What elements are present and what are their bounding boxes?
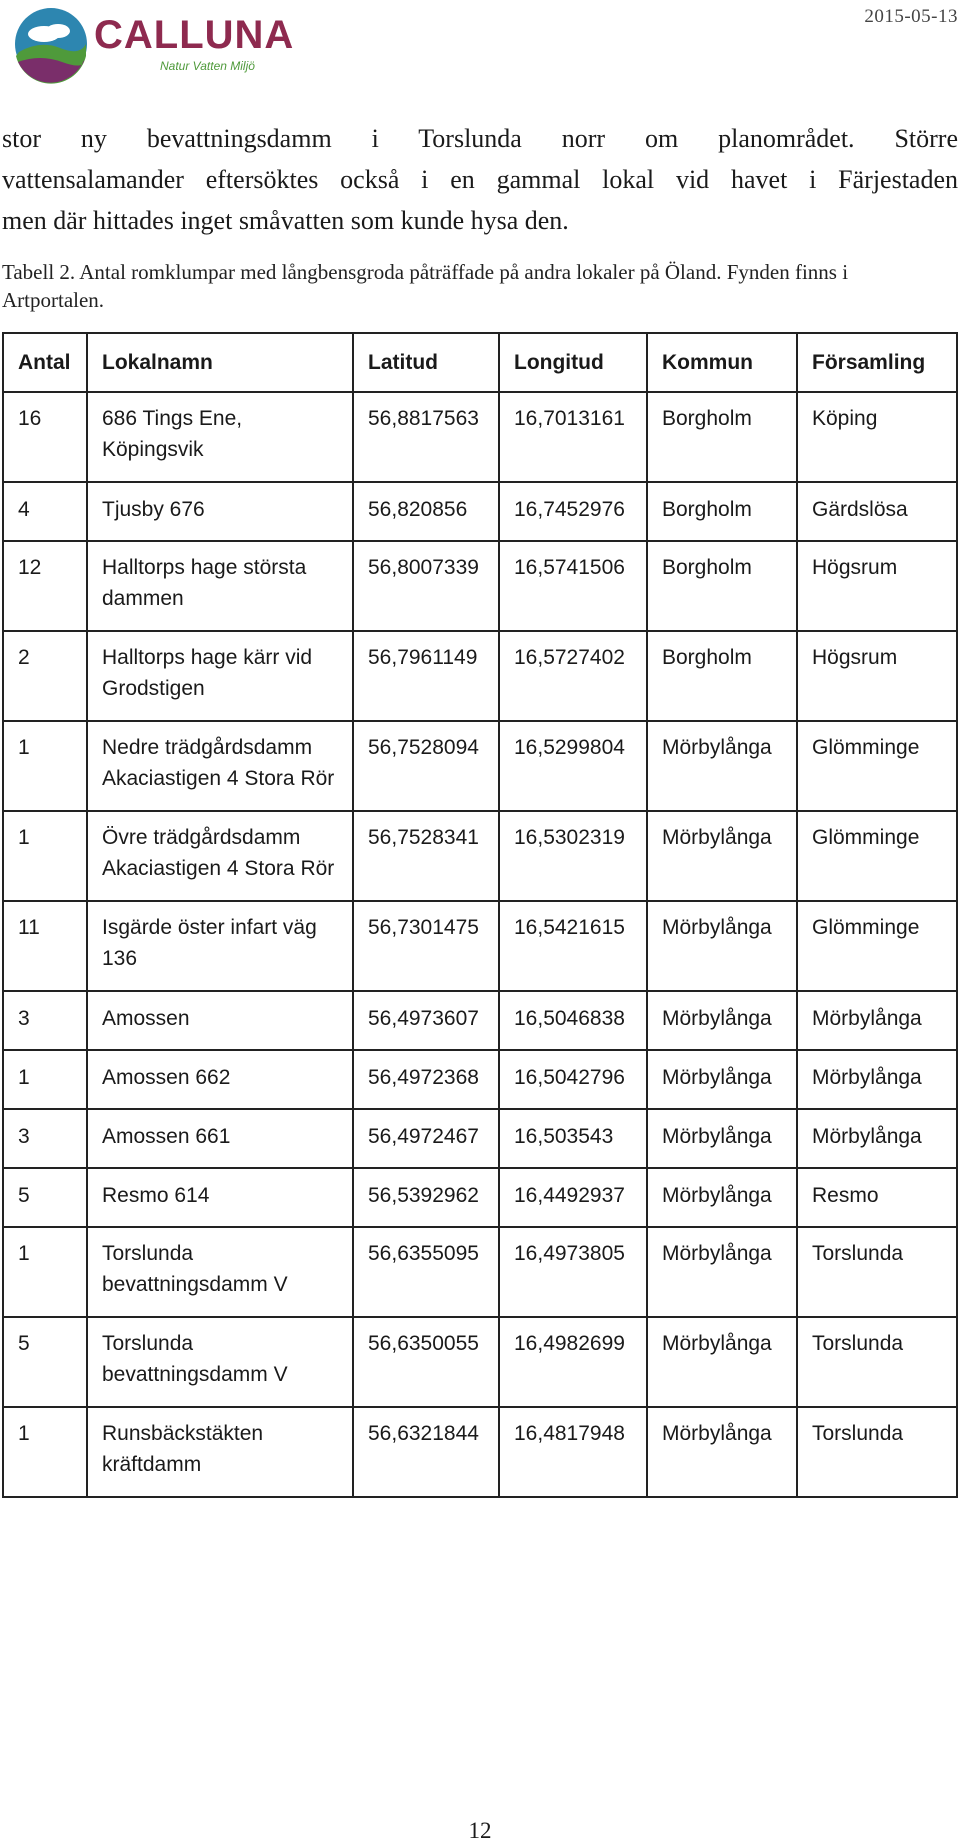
cell-lokalnamn: Runsbäckstäkten kräftdamm (87, 1407, 353, 1497)
table-row (3, 1050, 957, 1109)
cell-longitud: 16,4982699 (499, 1317, 647, 1407)
cell-latitud: 56,820856 (353, 482, 499, 541)
cell-antal: 4 (3, 482, 87, 541)
cell-latitud: 56,8817563 (353, 392, 499, 482)
cell-antal: 12 (3, 541, 87, 631)
cell-kommun: Mörbylånga (647, 1407, 797, 1497)
header-lokalnamn: Lokalnamn (87, 333, 353, 392)
cell-longitud: 16,4817948 (499, 1407, 647, 1497)
header-latitud: Latitud (353, 333, 499, 392)
cell-lokalnamn: Resmo 614 (87, 1168, 353, 1227)
table-row (3, 721, 957, 811)
cell-antal: 11 (3, 901, 87, 991)
intro-line: men där hittades inget småvatten som kunde hysa den. (2, 206, 569, 235)
cell-forsamling: Torslunda (797, 1407, 957, 1497)
header-longitud: Longitud (499, 333, 647, 392)
intro-line: stor ny bevattningsdamm i Torslunda norr om planområdet. Större (2, 124, 958, 153)
cell-forsamling: Torslunda (797, 1317, 957, 1407)
cell-antal: 3 (3, 1109, 87, 1168)
cell-lokalnamn: Torslunda bevattningsdamm V (87, 1227, 353, 1317)
cell-latitud: 56,6321844 (353, 1407, 499, 1497)
cell-kommun: Borgholm (647, 392, 797, 482)
cell-latitud: 56,7301475 (353, 901, 499, 991)
logo-tagline: Natur Vatten Miljö (160, 59, 255, 73)
cell-longitud: 16,5741506 (499, 541, 647, 631)
cell-latitud: 56,7961149 (353, 631, 499, 721)
cell-lokalnamn: Tjusby 676 (87, 482, 353, 541)
logo-emblem-icon (15, 8, 87, 84)
cell-lokalnamn: Amossen 661 (87, 1109, 353, 1168)
cell-kommun: Mörbylånga (647, 991, 797, 1050)
cell-antal: 1 (3, 721, 87, 811)
cell-latitud: 56,4972467 (353, 1109, 499, 1168)
cell-kommun: Borgholm (647, 541, 797, 631)
cell-antal: 1 (3, 811, 87, 901)
cell-latitud: 56,6355095 (353, 1227, 499, 1317)
table-row (3, 392, 957, 482)
cell-forsamling: Glömminge (797, 721, 957, 811)
intro-paragraph (2, 118, 958, 241)
cell-forsamling: Mörbylånga (797, 991, 957, 1050)
cell-lokalnamn: Halltorps hage största dammen (87, 541, 353, 631)
cell-kommun: Mörbylånga (647, 721, 797, 811)
cell-lokalnamn: Nedre trädgårdsdamm Akaciastigen 4 Stora Rör (87, 721, 353, 811)
cell-longitud: 16,7013161 (499, 392, 647, 482)
page-number: 12 (468, 1818, 492, 1843)
cell-forsamling: Glömminge (797, 901, 957, 991)
calluna-logo (10, 4, 310, 84)
cell-longitud: 16,503543 (499, 1109, 647, 1168)
cell-forsamling: Mörbylånga (797, 1050, 957, 1109)
cell-antal: 5 (3, 1317, 87, 1407)
cell-longitud: 16,4492937 (499, 1168, 647, 1227)
cell-lokalnamn: 686 Tings Ene, Köpingsvik (87, 392, 353, 482)
cell-antal: 5 (3, 1168, 87, 1227)
table-row (3, 901, 957, 991)
intro-line: vattensalamander eftersöktes också i en gammal lokal vid havet i Färjestaden (2, 165, 958, 194)
observations-table (2, 332, 958, 1498)
cell-kommun: Mörbylånga (647, 1317, 797, 1407)
table-row (3, 482, 957, 541)
cell-kommun: Borgholm (647, 482, 797, 541)
cell-antal: 1 (3, 1227, 87, 1317)
cell-longitud: 16,7452976 (499, 482, 647, 541)
cell-latitud: 56,7528094 (353, 721, 499, 811)
cell-latitud: 56,8007339 (353, 541, 499, 631)
cell-latitud: 56,5392962 (353, 1168, 499, 1227)
cell-lokalnamn: Amossen 662 (87, 1050, 353, 1109)
header-antal: Antal (3, 333, 87, 392)
cell-longitud: 16,5302319 (499, 811, 647, 901)
cell-forsamling: Högsrum (797, 631, 957, 721)
cell-antal: 2 (3, 631, 87, 721)
cell-kommun: Mörbylånga (647, 901, 797, 991)
cell-longitud: 16,5046838 (499, 991, 647, 1050)
cell-lokalnamn: Övre trädgårdsdamm Akaciastigen 4 Stora Rör (87, 811, 353, 901)
table-header-row (3, 333, 957, 392)
cell-latitud: 56,7528341 (353, 811, 499, 901)
cell-forsamling: Glömminge (797, 811, 957, 901)
document-date: 2015-05-13 (864, 6, 958, 27)
cell-forsamling: Mörbylånga (797, 1109, 957, 1168)
cell-longitud: 16,4973805 (499, 1227, 647, 1317)
cell-forsamling: Högsrum (797, 541, 957, 631)
cell-forsamling: Köping (797, 392, 957, 482)
cell-lokalnamn: Torslunda bevattningsdamm V (87, 1317, 353, 1407)
cell-forsamling: Gärdslösa (797, 482, 957, 541)
cell-kommun: Mörbylånga (647, 1050, 797, 1109)
table-row (3, 541, 957, 631)
cell-kommun: Mörbylånga (647, 1168, 797, 1227)
cell-kommun: Mörbylånga (647, 1227, 797, 1317)
cell-longitud: 16,5042796 (499, 1050, 647, 1109)
cell-latitud: 56,4973607 (353, 991, 499, 1050)
table-caption: Tabell 2. Antal romklumpar med långbensgroda påträffade på andra lokaler på Öland. Fynden finns i Artportalen. (2, 260, 849, 312)
cell-lokalnamn: Amossen (87, 991, 353, 1050)
table-row (3, 1407, 957, 1497)
cell-longitud: 16,5727402 (499, 631, 647, 721)
cell-lokalnamn: Halltorps hage kärr vid Grodstigen (87, 631, 353, 721)
header-forsamling: Församling (797, 333, 957, 392)
table-row (3, 1168, 957, 1227)
table-row (3, 991, 957, 1050)
logo-brand: CALLUNA (94, 13, 295, 57)
cell-longitud: 16,5299804 (499, 721, 647, 811)
cell-antal: 16 (3, 392, 87, 482)
table-row (3, 811, 957, 901)
table-row (3, 1227, 957, 1317)
cell-latitud: 56,6350055 (353, 1317, 499, 1407)
table-row (3, 631, 957, 721)
cell-forsamling: Torslunda (797, 1227, 957, 1317)
cell-lokalnamn: Isgärde öster infart väg 136 (87, 901, 353, 991)
table-row (3, 1109, 957, 1168)
cell-antal: 1 (3, 1050, 87, 1109)
cell-latitud: 56,4972368 (353, 1050, 499, 1109)
cell-antal: 3 (3, 991, 87, 1050)
cell-kommun: Mörbylånga (647, 1109, 797, 1168)
header-kommun: Kommun (647, 333, 797, 392)
cell-antal: 1 (3, 1407, 87, 1497)
table-row (3, 1317, 957, 1407)
cell-kommun: Mörbylånga (647, 811, 797, 901)
cell-kommun: Borgholm (647, 631, 797, 721)
cell-longitud: 16,5421615 (499, 901, 647, 991)
cell-forsamling: Resmo (797, 1168, 957, 1227)
